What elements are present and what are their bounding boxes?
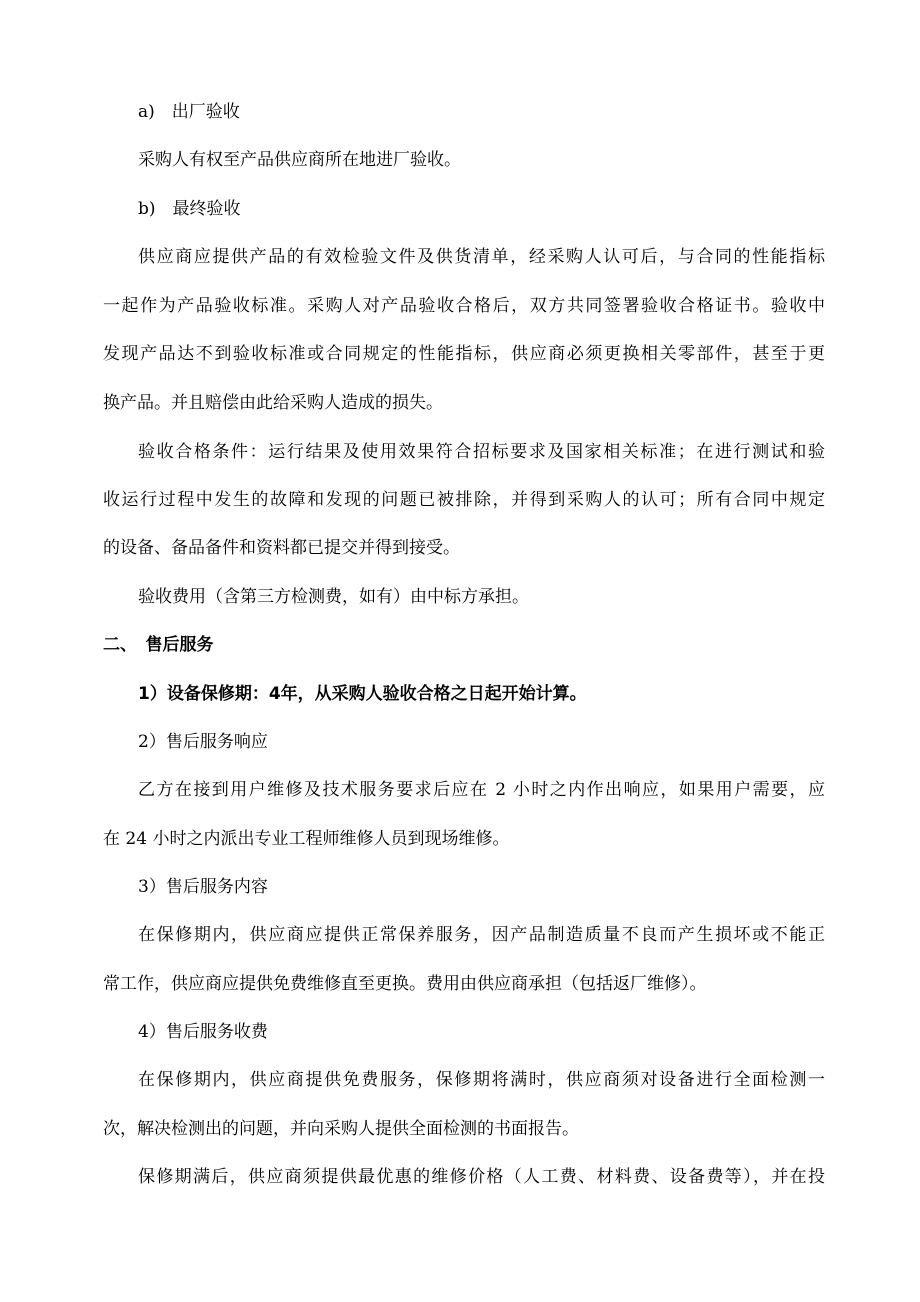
sub-heading-a: a) 出厂验收 [138,102,240,122]
warranty-period: 1）设备保修期：4年，从采购人验收合格之日起开始计算。 [138,684,587,704]
paragraph-line: 供应商应提供产品的有效检验文件及供货清单，经采购人认可后，与合同的性能指标 [138,247,825,267]
paragraph-line: 的设备、备品备件和资料都已提交并得到接受。 [103,538,460,558]
paragraph-line: 发现产品达不到验收标准或合同规定的性能指标，供应商必须更换相关零部件，甚至于更 [103,344,825,364]
paragraph-line: 换产品。并且赔偿由此给采购人造成的损失。 [103,393,443,413]
paragraph-line: 验收合格条件：运行结果及使用效果符合招标要求及国家相关标准；在进行测试和验 [138,442,825,462]
paragraph-line: 采购人有权至产品供应商所在地进厂验收。 [138,150,461,170]
paragraph-line: 次，解决检测出的问题，并向采购人提供全面检测的书面报告。 [103,1119,579,1139]
paragraph-line: 在保修期内，供应商应提供正常保养服务，因产品制造质量不良而产生损坏或不能正 [138,925,825,945]
paragraph-line: 验收费用（含第三方检测费，如有）由中标方承担。 [138,587,529,607]
paragraph-line: 在保修期内，供应商提供免费服务，保修期将满时，供应商须对设备进行全面检测一 [138,1070,825,1090]
paragraph-line: 乙方在接到用户维修及技术服务要求后应在 2 小时之内作出响应，如果用户需要，应 [138,780,825,800]
item-heading: 2）售后服务响应 [138,732,268,752]
paragraph-line: 保修期满后，供应商须提供最优惠的维修价格（人工费、材料费、设备费等），并在投 [138,1167,825,1187]
paragraph-line: 一起作为产品验收标准。采购人对产品验收合格后，双方共同签署验收合格证书。验收中 [103,296,825,316]
sub-heading-b: b) 最终验收 [138,199,241,219]
paragraph-line: 常工作，供应商应提供免费维修直至更换。费用由供应商承担（包括返厂维修）。 [103,974,707,994]
paragraph-line: 收运行过程中发生的故障和发现的问题已被排除，并得到采购人的认可；所有合同中规定 [103,490,825,510]
item-heading: 4）售后服务收费 [138,1022,268,1042]
paragraph-line: 在 24 小时之内派出专业工程师维修人员到现场维修。 [103,829,510,849]
item-heading: 3）售后服务内容 [138,877,268,897]
section-heading: 二、 售后服务 [103,635,214,655]
